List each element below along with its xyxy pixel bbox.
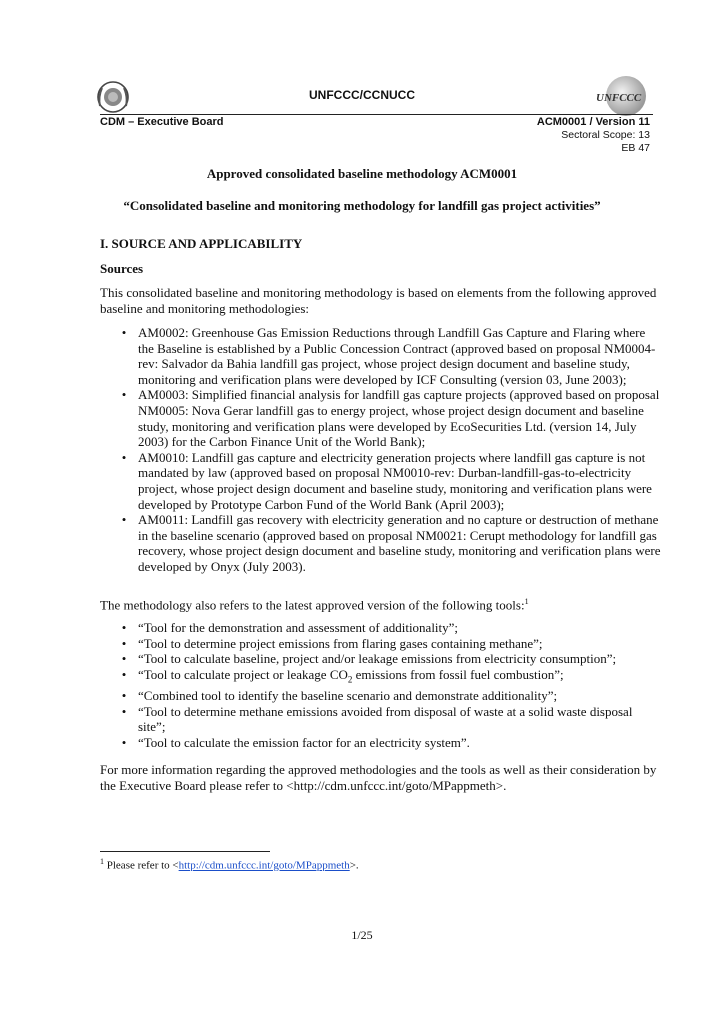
list-item-text: “Tool for the demonstration and assessment of additionality”; xyxy=(138,620,459,635)
list-item xyxy=(118,325,662,387)
footnote-text-end: >. xyxy=(349,859,359,872)
list-item xyxy=(118,667,662,688)
footnote-reference: 1 xyxy=(524,597,529,606)
list-item-text: “Tool to determine methane emissions avoided from disposal of waste at a solid waste disposal site”; xyxy=(138,703,633,735)
list-item-text: AM0011: Landfill gas recovery with electricity generation and no capture or destruction of methane in the baseline scenario (approved based on proposal NM0021: Cerupt methodology for landfill gas recovery, whose project design document and baseline study, monitoring and verification plans were developed by Onyx (July 2003). xyxy=(138,512,661,574)
list-item-text: AM0010: Landfill gas capture and electricity generation projects where landfill gas capture is not mandated by law (approved based on proposal NM0010-rev: Durban-landfill-gas-to-electricity project, whose project design document and baseline study, monitoring and verification plans were developed by Prototype Carbon Fund of the World Bank (April 2003); xyxy=(138,449,652,512)
bullet-icon: • xyxy=(121,387,127,403)
list-item xyxy=(118,651,662,667)
methodology-title: Approved consolidated baseline methodology ACM0001 xyxy=(206,166,518,181)
org-name: UNFCCC/CCNUCC xyxy=(309,88,415,102)
list-item xyxy=(118,387,662,449)
footnote-text: Please refer to < xyxy=(104,859,179,872)
list-item-text: “Tool to determine project emissions from flaring gases containing methane”; xyxy=(138,635,543,651)
list-item xyxy=(118,512,662,574)
bullet-icon: • xyxy=(121,635,127,651)
bullet-icon: • xyxy=(121,651,127,667)
list-item-text: “Combined tool to identify the baseline scenario and demonstrate additionality”; xyxy=(138,687,558,703)
tools-intro-text: The methodology also refers to the latest approved version of the following tools: xyxy=(100,597,525,613)
meeting-label: EB 47 xyxy=(621,142,650,154)
executive-board-label: CDM – Executive Board xyxy=(100,116,224,128)
intro-paragraph: This consolidated baseline and monitoring methodology is based on elements from the following approved baseline and monitoring methodologies: xyxy=(100,285,657,316)
bullet-icon: • xyxy=(121,620,127,635)
tools-list xyxy=(118,620,662,750)
list-item-text: AM0002: Greenhouse Gas Emission Reductions through Landfill Gas Capture and Flaring where the Baseline is established by a Public Concession Contract (approved based on proposal NM0004-rev: Salvador da Bahia landfill gas project, whose project design document and baseline study, monitoring and verification plans were developed by ICF Consulting (version 03, June 2003); xyxy=(138,325,656,387)
header-right xyxy=(537,116,650,155)
unfccc-logo xyxy=(588,74,650,118)
bullet-icon: • xyxy=(121,512,127,528)
sources-heading: Sources xyxy=(100,261,144,276)
page-number: 1/25 xyxy=(351,928,373,942)
list-item-text: AM0003: Simplified financial analysis for landfill gas capture projects (approved based on proposal NM0005: Nova Gerar landfill gas to energy project, whose project design document and baseline study, monitoring and verification plans were developed by EcoSecurities Ltd. (version 14, July 2003) for the Carbon Finance Unit of the World Bank); xyxy=(138,387,660,450)
bullet-icon: • xyxy=(121,703,127,719)
header-rule xyxy=(100,114,653,115)
footnote xyxy=(100,857,359,872)
list-item xyxy=(118,636,662,652)
list-item xyxy=(118,688,662,704)
logo-text: UNFCCC xyxy=(596,92,642,104)
section-heading: I. SOURCE AND APPLICABILITY xyxy=(100,236,303,251)
bullet-icon: • xyxy=(121,734,127,750)
list-item-text: “Tool to calculate baseline, project and/or leakage emissions from electricity consumption”; xyxy=(138,651,617,667)
footnote-link[interactable]: http://cdm.unfccc.int/goto/MPappmeth xyxy=(178,859,350,872)
bullet-icon: • xyxy=(121,449,127,465)
bullet-icon: • xyxy=(121,325,127,340)
list-item xyxy=(118,450,662,512)
list-item xyxy=(118,704,662,735)
footnote-rule xyxy=(100,851,270,852)
list-item xyxy=(118,735,662,751)
list-item-text: “Tool to calculate the emission factor for an electricity system”. xyxy=(138,734,470,750)
tools-intro-paragraph xyxy=(100,594,660,613)
methodology-list xyxy=(118,325,662,575)
footnote-number: 1 xyxy=(100,857,104,866)
list-item xyxy=(118,620,662,636)
sectoral-scope: Sectoral Scope: 13 xyxy=(561,129,650,141)
bullet-icon: • xyxy=(121,666,127,682)
list-item-text: “Tool to calculate project or leakage $CO_2$ emissions from fossil fuel combustion”; xyxy=(138,666,564,685)
version-label: ACM0001 / Version 11 xyxy=(536,116,650,128)
methodology-subtitle: “Consolidated baseline and monitoring methodology for landfill gas project activities” xyxy=(123,198,601,213)
bullet-icon: • xyxy=(121,687,127,703)
more-info-paragraph: For more information regarding the approved methodologies and the tools as well as their consideration by the Executive Board please refer to <http://cdm.unfccc.int/goto/MPappmeth>. xyxy=(100,762,657,793)
